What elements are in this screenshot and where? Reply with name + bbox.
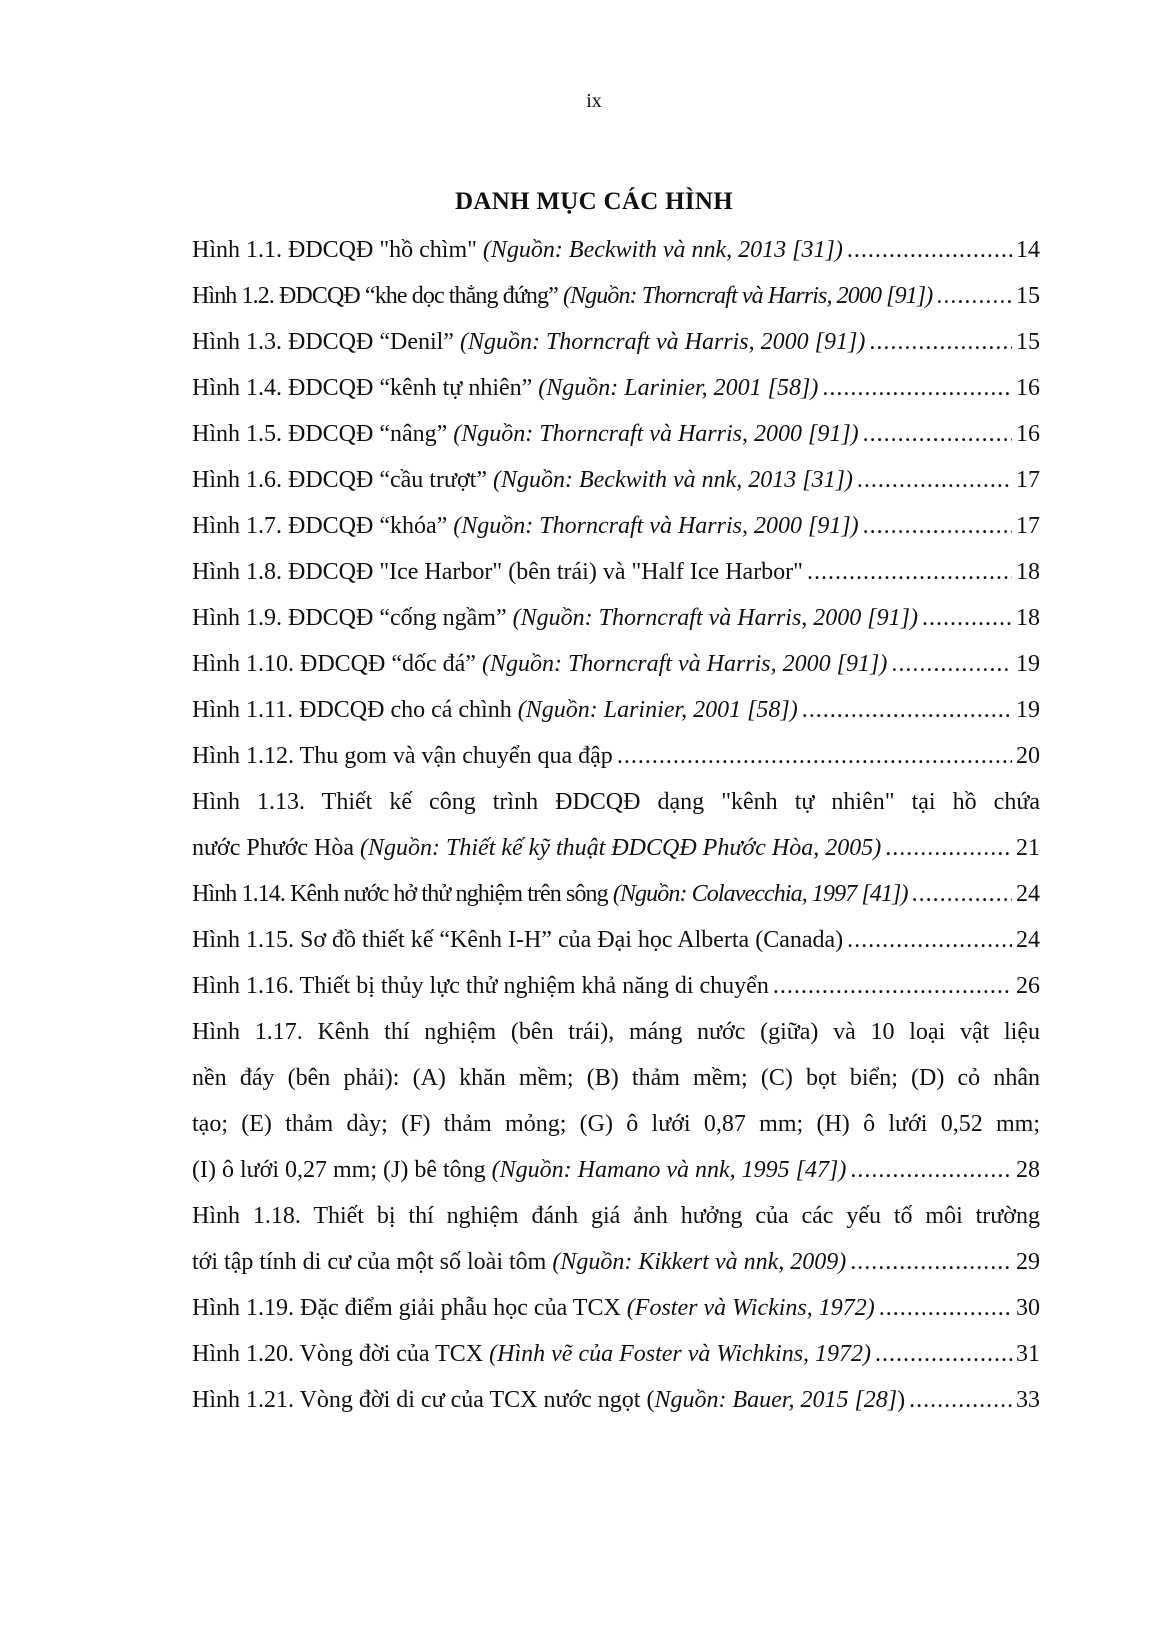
entry-page-number: 18 [1016, 605, 1040, 631]
dot-leader [847, 917, 1012, 963]
figure-entry [192, 503, 1040, 549]
entry-last-line [192, 825, 1040, 871]
entry-page-number: 17 [1016, 467, 1040, 493]
entry-source: (Nguồn: Larinier, 2001 [58]) [517, 697, 798, 723]
figure-entry [192, 871, 1040, 917]
dot-leader [863, 503, 1012, 549]
entry-page-number: 15 [1016, 283, 1040, 309]
figure-list [192, 227, 1040, 1423]
figure-entry [192, 273, 1040, 319]
entry-text: Hình 1.14. Kênh nước hở thử nghiệm trên sông (Nguồn: Colavecchia, 1997 [41]) [192, 881, 908, 907]
entry-page-number: 21 [1016, 835, 1040, 861]
dot-leader [869, 319, 1012, 365]
entry-text: Hình 1.15. Sơ đồ thiết kế “Kênh I-H” của Đại học Alberta (Canada) [192, 927, 844, 953]
dot-leader [912, 871, 1012, 917]
dot-leader [922, 595, 1012, 641]
entry-source: (Nguồn: Beckwith và nnk, 2013 [31]) [482, 237, 843, 263]
page-title: DANH MỤC CÁC HÌNH [454, 188, 733, 215]
figure-entry [192, 1331, 1040, 1377]
entry-text: Hình 1.16. Thiết bị thủy lực thử nghiệm khả năng di chuyển [192, 973, 769, 999]
entry-line: Hình 1.18. Thiết bị thí nghiệm đánh giá ảnh hưởng của các yếu tố môi trường [192, 1203, 1040, 1229]
entry-text: Hình 1.10. ĐDCQĐ “dốc đá” (Nguồn: Thorncraft và Harris, 2000 [91]) [192, 651, 888, 677]
entry-source: (Nguồn: Thiết kế kỹ thuật ĐDCQĐ Phước Hòa, 2005) [360, 835, 882, 861]
entry-line: tạo; (E) thảm dày; (F) thảm mỏng; (G) ô lưới 0,87 mm; (H) ô lưới 0,52 mm; [192, 1111, 1040, 1137]
entry-text: Hình 1.4. ĐDCQĐ “kênh tự nhiên” (Nguồn: Larinier, 2001 [58]) [192, 375, 819, 401]
entry-page-number: 19 [1016, 651, 1040, 677]
entry-page-number: 16 [1016, 421, 1040, 447]
dot-leader [891, 641, 1012, 687]
dot-leader [850, 1239, 1012, 1285]
entry-text: Hình 1.5. ĐDCQĐ “nâng” (Nguồn: Thorncraft và Harris, 2000 [91]) [192, 421, 859, 447]
dot-leader [802, 687, 1012, 733]
entry-page-number: 24 [1016, 881, 1040, 907]
entry-source: (Nguồn: Larinier, 2001 [58]) [538, 375, 819, 401]
dot-leader [885, 825, 1012, 871]
entry-source: (Nguồn: Thorncraft và Harris, 2000 [91]) [453, 421, 859, 447]
figure-entry [192, 1377, 1040, 1423]
dot-leader [936, 273, 1012, 319]
figure-entry [192, 641, 1040, 687]
figure-entry [192, 1009, 1040, 1193]
entry-page-number: 30 [1016, 1295, 1040, 1321]
entry-page-number: 16 [1016, 375, 1040, 401]
dot-leader [875, 1331, 1012, 1377]
entry-source: (Nguồn: Beckwith và nnk, 2013 [31]) [492, 467, 853, 493]
entry-text: Hình 1.6. ĐDCQĐ “cầu trượt” (Nguồn: Beckwith và nnk, 2013 [31]) [192, 467, 853, 493]
figure-entry [192, 365, 1040, 411]
figure-entry [192, 779, 1040, 871]
entry-source: (Nguồn: Kikkert và nnk, 2009) [552, 1249, 847, 1275]
entry-source: Nguồn: Bauer, 2015 [28] [654, 1387, 898, 1413]
entry-line: nền đáy (bên phải): (A) khăn mềm; (B) thảm mềm; (C) bọt biển; (D) cỏ nhân [192, 1065, 1040, 1091]
entry-page-number: 18 [1016, 559, 1040, 585]
entry-text: Hình 1.8. ĐDCQĐ "Ice Harbor" (bên trái) và "Half Ice Harbor" [192, 559, 803, 585]
entry-page-number: 28 [1016, 1157, 1040, 1183]
entry-source: (Nguồn: Thorncraft và Harris, 2000 [91]) [562, 283, 933, 309]
entry-source: (Nguồn: Thorncraft và Harris, 2000 [91]) [481, 651, 888, 677]
entry-source: (Foster và Wickins, 1972) [626, 1295, 875, 1321]
entry-page-number: 29 [1016, 1249, 1040, 1275]
entry-text: Hình 1.21. Vòng đời di cư của TCX nước ngọt (Nguồn: Bauer, 2015 [28]) [192, 1387, 906, 1413]
figure-entry [192, 917, 1040, 963]
entry-last-line [192, 1147, 1040, 1193]
figure-entry [192, 733, 1040, 779]
entry-text: Hình 1.9. ĐDCQĐ “cống ngầm” (Nguồn: Thorncraft và Harris, 2000 [91]) [192, 605, 918, 631]
entry-source: (Nguồn: Thorncraft và Harris, 2000 [91]) [459, 329, 866, 355]
entry-source: (Nguồn: Thorncraft và Harris, 2000 [91]) [453, 513, 859, 539]
entry-page-number: 31 [1016, 1341, 1040, 1367]
entry-text: Hình 1.20. Vòng đời của TCX (Hình vẽ của Foster và Wichkins, 1972) [192, 1341, 872, 1367]
page-number: ix [586, 90, 602, 112]
entry-text: tới tập tính di cư của một số loài tôm (Nguồn: Kikkert và nnk, 2009) [192, 1249, 847, 1275]
entry-text: Hình 1.7. ĐDCQĐ “khóa” (Nguồn: Thorncraft và Harris, 2000 [91]) [192, 513, 859, 539]
entry-text: Hình 1.1. ĐDCQĐ "hồ chìm" (Nguồn: Beckwith và nnk, 2013 [31]) [192, 237, 843, 263]
dot-leader [879, 1285, 1012, 1331]
figure-entry [192, 1285, 1040, 1331]
figure-entry [192, 227, 1040, 273]
entry-page-number: 26 [1016, 973, 1040, 999]
entry-source: (Nguồn: Hamano và nnk, 1995 [47]) [491, 1157, 847, 1183]
dot-leader [850, 1147, 1012, 1193]
entry-page-number: 15 [1016, 329, 1040, 355]
figure-entry [192, 319, 1040, 365]
entry-last-line [192, 1239, 1040, 1285]
entry-line: Hình 1.13. Thiết kế công trình ĐDCQĐ dạng "kênh tự nhiên" tại hồ chứa [192, 789, 1040, 815]
dot-leader [857, 457, 1012, 503]
figure-entry [192, 963, 1040, 1009]
entry-text: Hình 1.12. Thu gom và vận chuyển qua đập [192, 743, 613, 769]
entry-text: (I) ô lưới 0,27 mm; (J) bê tông (Nguồn: Hamano và nnk, 1995 [47]) [192, 1157, 847, 1183]
dot-leader [909, 1377, 1012, 1423]
figure-entry [192, 687, 1040, 733]
dot-leader [822, 365, 1012, 411]
dot-leader [773, 963, 1012, 1009]
dot-leader [863, 411, 1012, 457]
entry-page-number: 17 [1016, 513, 1040, 539]
entry-text: Hình 1.3. ĐDCQĐ “Denil” (Nguồn: Thorncraft và Harris, 2000 [91]) [192, 329, 866, 355]
dot-leader [807, 549, 1012, 595]
figure-entry [192, 411, 1040, 457]
entry-source: (Hình vẽ của Foster và Wichkins, 1972) [489, 1341, 872, 1367]
entry-text: Hình 1.11. ĐDCQĐ cho cá chình (Nguồn: Larinier, 2001 [58]) [192, 697, 798, 723]
figure-entry [192, 595, 1040, 641]
entry-page-number: 20 [1016, 743, 1040, 769]
figure-entry [192, 457, 1040, 503]
entry-text: nước Phước Hòa (Nguồn: Thiết kế kỹ thuật ĐDCQĐ Phước Hòa, 2005) [192, 835, 882, 861]
entry-page-number: 33 [1016, 1387, 1040, 1413]
entry-page-number: 14 [1016, 237, 1040, 263]
entry-page-number: 24 [1016, 927, 1040, 953]
figure-entry [192, 1193, 1040, 1285]
dot-leader [617, 733, 1012, 779]
entry-page-number: 19 [1016, 697, 1040, 723]
entry-text: Hình 1.2. ĐDCQĐ “khe dọc thẳng đứng” (Nguồn: Thorncraft và Harris, 2000 [91]) [192, 283, 933, 309]
entry-source: (Nguồn: Thorncraft và Harris, 2000 [91]) [512, 605, 918, 631]
entry-text: Hình 1.19. Đặc điểm giải phẫu học của TCX (Foster và Wickins, 1972) [192, 1295, 875, 1321]
entry-source: (Nguồn: Colavecchia, 1997 [41]) [612, 881, 908, 907]
dot-leader [847, 227, 1012, 273]
figure-entry [192, 549, 1040, 595]
entry-line: Hình 1.17. Kênh thí nghiệm (bên trái), máng nước (giữa) và 10 loại vật liệu [192, 1019, 1040, 1045]
